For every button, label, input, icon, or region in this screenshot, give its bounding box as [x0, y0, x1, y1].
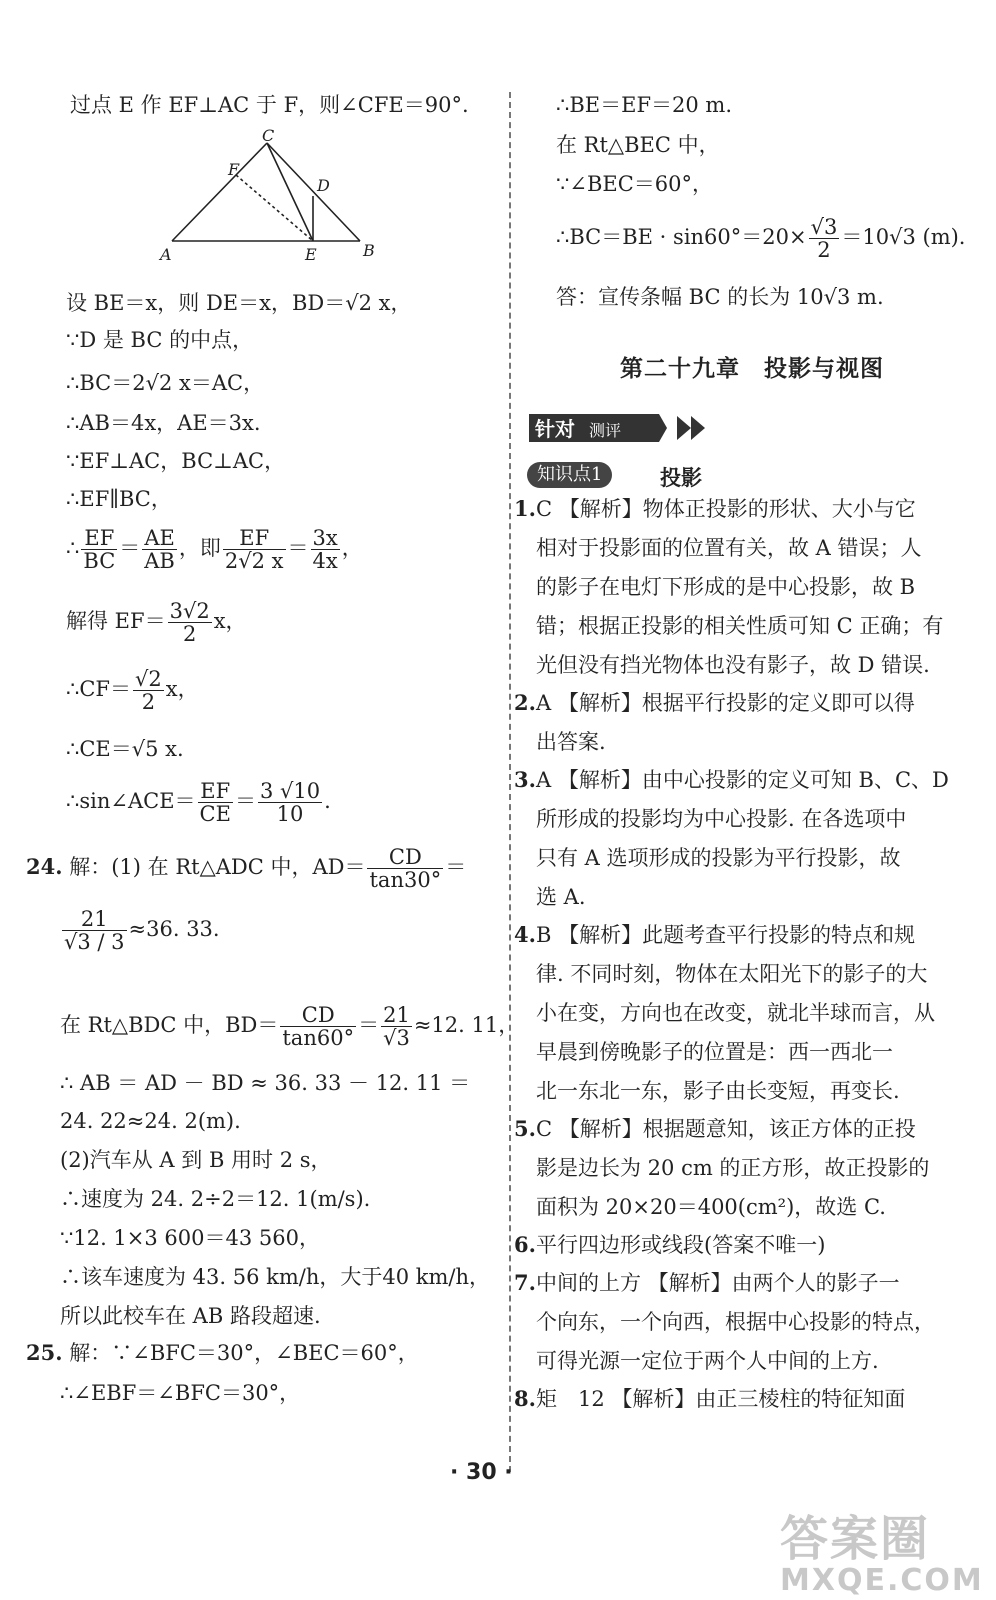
label-f: F — [228, 160, 240, 179]
answer-line: 的影子在电灯下形成的是中心投影，故 B — [536, 575, 916, 599]
fraction: $\frac{CD}{\tan 30^\circ}$ — [369, 845, 442, 892]
answer-number: 7. — [514, 1270, 536, 1295]
answer-line: 光但没有挡光物体也没有影子，故 D 错误. — [536, 653, 930, 677]
label-d: D — [317, 176, 330, 195]
answer-line: A 【解析】根据平行投影的定义即可以得 — [536, 691, 915, 715]
q24-line-10: 所以此校车在 AB 路段超速. — [60, 1304, 321, 1328]
answer-line: 矩 12 【解析】由正三棱柱的特征知面 — [536, 1387, 906, 1411]
answer-line: 错；根据正投影的相关性质可知 C 正确；有 — [536, 614, 944, 638]
left-line-12: ∴sin∠ACE＝ $\frac{EF}{CE}$ ＝ $\frac{3 √10}{10}$ . — [66, 779, 331, 826]
q24-line-5: 24. 22≈24. 2(m). — [60, 1109, 241, 1133]
fraction: $\frac{AE}{AB}$ — [144, 526, 175, 573]
knowledge-tag: 知识点1 — [527, 462, 612, 488]
left-line-1: 过点 E 作 EF⊥AC 于 F，则∠CFE＝90°. — [70, 93, 469, 117]
fraction: $\frac{EF}{2√2 x}$ — [224, 526, 284, 573]
answer-line: 出答案. — [536, 730, 606, 754]
label-b: B — [363, 241, 375, 260]
q25-line-1: 25. 解：∵∠BFC＝30°，∠BEC＝60°， — [26, 1340, 419, 1365]
q24-line-4: ∴ AB ＝ AD － BD ≈ 36. 33 － 12. 11 ＝ — [60, 1071, 471, 1095]
left-line-9: 解得 EF＝ $\frac{3√2}{2}$ x， — [66, 599, 247, 646]
chapter-title: 第二十九章 投影与视图 — [620, 355, 884, 382]
answer-line: 选 A. — [536, 885, 586, 909]
fraction: $\frac{3 √10}{10}$ — [259, 779, 321, 826]
answer-line: 可得光源一定位于两个人中间的上方. — [536, 1349, 879, 1373]
answer-line: 相对于投影面的位置有关，故 A 错误；人 — [536, 536, 922, 560]
answer-line: 律. 不同时刻，物体在太阳光下的影子的大 — [536, 962, 928, 986]
left-line-7: ∴EF∥BC， — [66, 487, 172, 511]
page-number: · 30 · — [450, 1460, 513, 1485]
answer-line: A 【解析】由中心投影的定义可知 B、C、D — [536, 768, 949, 792]
left-line-3: ∵D 是 BC 的中点， — [66, 328, 254, 352]
fraction: $\frac{EF}{CE}$ — [199, 779, 231, 826]
column-divider — [509, 92, 511, 1472]
q25-line-2: ∴∠EBF＝∠BFC＝30°， — [60, 1381, 301, 1405]
answer-number: 8. — [514, 1386, 536, 1411]
q24-line-9: ∴该车速度为 43. 56 km/h，大于40 km/h， — [60, 1265, 491, 1289]
fraction: $\frac{3x}{4x}$ — [312, 526, 338, 573]
answer-line: 早晨到傍晚影子的位置是：西一西北一 — [536, 1040, 893, 1064]
fraction: $\frac{EF}{BC}$ — [83, 526, 116, 573]
answer-number: 1. — [514, 496, 536, 521]
watermark — [780, 1500, 984, 1598]
answer-line: 所形成的投影均为中心投影. 在各选项中 — [536, 807, 907, 831]
fraction: $\frac{21}{√3 / 3}$ — [64, 907, 125, 954]
answer-line: 平行四边形或线段(答案不唯一) — [536, 1233, 826, 1257]
left-line-5: ∴AB＝4x，AE＝3x. — [66, 411, 261, 435]
q24-line-1: 24. 解：(1) 在 Rt△ADC 中，AD＝ $\frac{CD}{\tan 30^\circ}$ ＝ — [26, 845, 467, 892]
right-line-1: ∴BE＝EF＝20 m. — [556, 93, 733, 117]
q24-line-6: (2)汽车从 A 到 B 用时 2 s， — [60, 1148, 332, 1172]
right-line-5: 答：宣传条幅 BC 的长为 10√3 m. — [556, 285, 884, 309]
fraction: $\frac{21}{√3}$ — [383, 1003, 410, 1050]
fraction: $\frac{CD}{\tan 60^\circ}$ — [282, 1003, 355, 1050]
right-line-2: 在 Rt△BEC 中， — [556, 133, 720, 157]
q24-line-2: $\frac{21}{√3 / 3}$ ≈36. 33. — [64, 907, 220, 954]
answer-number: 2. — [514, 690, 536, 715]
left-line-11: ∴CE＝√5 x. — [66, 737, 184, 761]
answer-number: 5. — [514, 1116, 536, 1141]
fraction: $\frac{√3}{2}$ — [810, 215, 838, 262]
banner-label-a: 针对 — [535, 417, 575, 441]
q24-line-7: ∴速度为 24. 2÷2＝12. 1(m/s). — [60, 1187, 371, 1211]
left-line-6: ∵EF⊥AC，BC⊥AC， — [66, 449, 286, 473]
fraction: $\frac{3√2}{2}$ — [169, 599, 210, 646]
label-e: E — [305, 245, 317, 264]
banner-label-b: 测评 — [589, 421, 622, 440]
watermark-line-2: MXQE.COM — [780, 1563, 984, 1598]
q24-line-8: ∵12. 1×3 600＝43 560， — [60, 1226, 320, 1250]
answer-line: C 【解析】根据题意知，该正方体的正投 — [536, 1117, 916, 1141]
label-c: C — [262, 128, 275, 145]
answer-line: 个向东，一个向西，根据中心投影的特点， — [536, 1310, 935, 1334]
label-a: A — [160, 245, 172, 264]
answer-line: 只有 A 选项形成的投影为平行投影，故 — [536, 846, 901, 870]
right-line-4: ∴BC＝BE · sin60°＝20× $\frac{√3}{2}$ ＝10√3 (m). — [556, 215, 966, 262]
answer-line: 北一东北一东，影子由长变短，再变长. — [536, 1079, 900, 1103]
section-banner — [527, 410, 705, 446]
answer-line: 面积为 20×20＝400(cm²)，故选 C. — [536, 1195, 886, 1219]
answer-line: 小在变，方向也在改变，就北半球而言，从 — [536, 1001, 935, 1025]
left-line-8: ∴ $\frac{EF}{BC}$ ＝ $\frac{AE}{AB}$ ，即 $\frac{EF}{2√2 x}$ ＝ $\frac{3x}{4x}$ ， — [66, 526, 363, 573]
answer-line: 影是边长为 20 cm 的正方形，故正投影的 — [536, 1156, 930, 1180]
answer-line: 中间的上方 【解析】由两个人的影子一 — [536, 1271, 900, 1295]
answer-line: C 【解析】物体正投影的形状、大小与它 — [536, 497, 916, 521]
fraction: $\frac{√2}{2}$ — [135, 667, 162, 714]
knowledge-tag-text: 投影 — [660, 465, 702, 490]
watermark-line-1: 答案圈 — [780, 1511, 931, 1567]
left-line-10: ∴CF＝ $\frac{√2}{2}$ x， — [66, 667, 199, 714]
triangle-figure — [150, 128, 390, 268]
answer-number: 4. — [514, 922, 536, 947]
left-line-2: 设 BE＝x，则 DE＝x，BD＝√2 x， — [66, 291, 412, 315]
q24-line-3: 在 Rt△BDC 中，BD＝ $\frac{CD}{\tan 60^\circ}$ ＝ $\frac{21}{√3}$ ≈12. 11， — [60, 1003, 520, 1050]
answer-number: 3. — [514, 767, 536, 792]
answer-line: B 【解析】此题考查平行投影的特点和规 — [536, 923, 916, 947]
left-line-4: ∴BC＝2√2 x＝AC， — [66, 371, 265, 395]
right-line-3: ∵∠BEC＝60°， — [556, 172, 714, 196]
answer-number: 6. — [514, 1232, 536, 1257]
